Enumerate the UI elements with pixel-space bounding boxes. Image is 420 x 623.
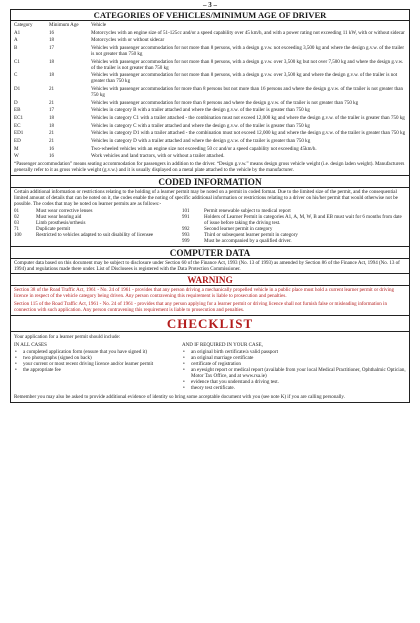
category-code: D1 — [14, 85, 21, 92]
code-text: Limb prosthesis/orthesis — [36, 220, 86, 227]
category-min-age: 18 — [49, 72, 55, 79]
category-vehicle-desc: Vehicles in category D1 with a trailer attached - the combination must not exceed 12,000 kg and where the design g.v.w. of the trailer is greater than 750 kg — [91, 130, 406, 137]
category-row — [11, 153, 409, 161]
checklist-right-heading: AND IF REQUIRED IN YOUR CASE, — [182, 341, 263, 348]
header-category: Category — [14, 22, 33, 28]
checklist-footer: Remember you may also be asked to provide additional evidence of identity so bring some acceptable document with you (see note K) if you are calling personally. — [14, 394, 345, 401]
code-item — [182, 238, 406, 244]
checklist-body — [11, 332, 409, 402]
code-text: Second learner permit in category — [204, 226, 273, 233]
category-code: A1 — [14, 29, 21, 36]
category-min-age: 18 — [49, 114, 55, 121]
checklist-item: • evidence that you understand a driving test. — [182, 379, 406, 385]
code-number: 02 — [14, 214, 20, 221]
category-code: ED — [14, 137, 21, 144]
category-min-age: 21 — [49, 99, 55, 106]
category-code: EC1 — [14, 114, 23, 121]
category-min-age: 16 — [49, 29, 55, 36]
category-row — [11, 72, 409, 86]
checklist-item: • a completed application form (ensure that you have signed it) — [14, 349, 182, 355]
category-code: C — [14, 72, 18, 79]
code-text: Must wear corrective lenses — [36, 208, 93, 215]
category-code: W — [14, 153, 19, 160]
codes-right-column — [182, 208, 406, 244]
coded-title: CODED INFORMATION — [11, 176, 409, 188]
category-code: EC — [14, 122, 21, 129]
code-text: Must be accompanied by a qualified driver. — [204, 238, 292, 245]
computer-section — [10, 247, 410, 274]
categories-header-row — [11, 21, 409, 30]
code-number: 991 — [182, 214, 190, 221]
code-item — [14, 232, 182, 238]
category-min-age: 18 — [49, 58, 55, 65]
checklist-item: • your current or most recent driving licence and/or learner permit — [14, 361, 182, 367]
warning-paragraph-2: Section 115 of the Road Traffic Act, 1961 - No. 24 of 1961 - provides that any person applying for a learner permit or driving licence shall not furnish false or misleading information in connection with such application. Any person contravening this requirement is liable to prosecution and penalties. — [14, 300, 387, 313]
coded-intro: Certain additional information or restrictions relating to the holding of a learner permit may be noted on a permit in coded format. Due to the limited size of the permit, and the consequential limited amount of details that can be noted on it, the codes enable the noting of specific additional information or restrictions relating to a driver on his/her permit that would otherwise not be possible. The codes that may be noted on learner permits are as follows:- — [14, 188, 398, 207]
page-number: – 3 – — [203, 1, 217, 9]
category-vehicle-desc: Two-wheeled vehicles with an engine size not exceeding 50 cc and/or a speed capability not exceeding 45km/h. — [91, 145, 317, 152]
checklist-item: • an original marriage certificate — [182, 355, 406, 361]
coded-section — [10, 176, 410, 247]
category-vehicle-desc: Vehicles in category B with a trailer attached and where the design g.v.w. of the trailer is greater than 750 kg — [91, 107, 310, 114]
computer-title: COMPUTER DATA — [11, 247, 409, 259]
warning-title: WARNING — [11, 274, 409, 286]
category-code: ED1 — [14, 130, 24, 137]
category-vehicle-desc: Motorcycles with or without sidecar — [91, 37, 165, 44]
category-min-age: 18 — [49, 122, 55, 129]
category-vehicle-desc: Vehicles in category D with a trailer attached and where the design g.v.w. of the trailer is greater than 750 kg — [91, 137, 311, 144]
checklist-item: • an eyesight report or medical report (available from your local Medical Practitioner, Ophthalmic Optician, Motor Tax Office, and at www.rsa.ie) — [182, 367, 406, 379]
code-number: 101 — [182, 208, 190, 215]
categories-title: CATEGORIES OF VEHICLES/MINIMUM AGE OF DRIVER — [11, 10, 409, 21]
checklist-left-heading: IN ALL CASES — [14, 341, 47, 348]
category-min-age: 16 — [49, 145, 55, 152]
computer-text: Computer data based on this document may be subject to disclosure under Section 60 of the Finance Act, 1993 (No. 13 of 1993) as amended by Section 86 of the Finance Act, 1994 (No. 13 of 1994) and regulations made there under. List of Disclosees is registered with the Data Protection Commissioner. — [14, 260, 400, 273]
code-number: 100 — [14, 232, 22, 239]
category-vehicle-desc: Vehicles in category C with a trailer attached and where the design g.v.w. of the trailer is greater than 750 kg — [91, 122, 310, 129]
category-min-age: 18 — [49, 37, 55, 44]
category-min-age: 17 — [49, 107, 55, 114]
checklist-right-list — [182, 349, 406, 391]
category-vehicle-desc: Vehicles with passenger accommodation for more than 8 persons and where the design g.v.w. of the trailer is not greater than 750 kg — [91, 99, 359, 106]
category-code: EB — [14, 107, 21, 114]
category-row — [11, 130, 409, 138]
category-vehicle-desc: Vehicles with passenger accommodation for not more than 8 persons, with a design g.v.w. over 3,500 kg and where the design g.v.w. of the trailer is not greater than 750 kg — [91, 72, 398, 85]
category-vehicle-desc: Work vehicles and land tractors, with or without a trailer attached. — [91, 153, 225, 160]
code-text: Holders of Learner Permit in categories A1, A, M, W, B and EB must wait for 6 months from date of issue before taking the driving test. — [204, 214, 402, 227]
category-row — [11, 45, 409, 59]
code-number: 999 — [182, 238, 190, 245]
category-vehicle-desc: Vehicles with passenger accommodation for more than 8 persons but not more than 16 persons and where the design g.v.w. of the trailer is not greater than 750 kg — [91, 85, 404, 99]
code-number: 993 — [182, 232, 190, 239]
category-row — [11, 115, 409, 123]
category-row — [11, 30, 409, 38]
checklist-left-list — [14, 349, 182, 373]
checklist-columns — [14, 342, 406, 391]
categories-note: “Passenger accommodation” means seating accommodation for passengers in addition to the driver. “Design g.v.w.” means design gross vehicle weight (i.e. design laden weight). Manufacturers generally refer to it as gross vehicle weight (g.v.w.) and it is usually displayed on a metal plate attached to the vehicle by the manufacturer. — [14, 160, 405, 173]
category-min-age: 17 — [49, 44, 55, 51]
category-code: A — [14, 37, 18, 44]
checklist-title: CHECKLIST — [11, 316, 409, 332]
code-number: 03 — [14, 220, 20, 227]
category-min-age: 21 — [49, 130, 55, 137]
category-vehicle-desc: Vehicles in category C1 with a trailer attached - the combination must not exceed 12,000 kg and where the design g.v.w. of the trailer is greater than 750 kg — [91, 114, 405, 121]
checklist-right-column — [182, 342, 406, 391]
checklist-item: • the appropriate fee — [14, 367, 182, 373]
category-row — [11, 59, 409, 73]
codes-list — [11, 208, 409, 246]
code-number: 01 — [14, 208, 20, 215]
code-text: Restricted to vehicles adapted to suit disability of licensee — [36, 232, 154, 239]
checklist-item: • certificate of registration — [182, 361, 406, 367]
category-min-age: 16 — [49, 153, 55, 160]
category-row — [11, 107, 409, 115]
categories-table — [11, 21, 409, 161]
header-vehicle: Vehicle — [91, 22, 107, 28]
category-row — [11, 138, 409, 146]
checklist-intro: Your application for a learner permit should include: — [14, 333, 121, 340]
warning-body — [11, 286, 409, 314]
category-min-age: 21 — [49, 85, 55, 92]
code-text: Third or subsequent learner permit in category — [204, 232, 298, 239]
code-text: Permit renewable subject to medical report — [204, 208, 291, 215]
category-code: M — [14, 145, 19, 152]
category-vehicle-desc: Vehicles with passenger accommodation for not more than 8 persons, with a design g.v.w. over 3,500 kg but not over 7,500 kg and where the design g.v.w. of the trailer is not greater than 750 kg — [91, 58, 404, 71]
category-min-age: 21 — [49, 137, 55, 144]
warning-section — [10, 274, 410, 315]
category-row — [11, 86, 409, 100]
checklist-left-column — [14, 342, 182, 391]
checklist-item: • two photographs (signed on back) — [14, 355, 182, 361]
checklist-section — [10, 316, 410, 403]
category-row — [11, 146, 409, 154]
checklist-item: • an original birth certificate/a valid passport — [182, 349, 406, 355]
category-vehicle-desc: Vehicles with passenger accommodation for not more than 8 persons, with a design g.v.w. not exceeding 3,500 kg and where the design g.v.w. of the trailer is not greater than 750 kg — [91, 44, 405, 57]
category-row — [11, 37, 409, 45]
code-text: Duplicate permit — [36, 226, 71, 233]
warning-paragraph-1: Section 38 of the Road Traffic Act, 1961 - No. 24 of 1961 - provides that any person driving a mechanically propelled vehicle in a public place must hold a current learner permit or driving licence in respect of the vehicle category being driven. Any person contravening this requirement is liable to prosecution and penalties. — [14, 287, 395, 300]
code-number: 992 — [182, 226, 190, 233]
checklist-item: • theory test certificate. — [182, 385, 406, 391]
categories-section — [10, 9, 410, 176]
header-age: Minimum Age — [49, 22, 79, 28]
code-item — [182, 214, 406, 226]
codes-left-column — [14, 208, 182, 244]
code-number: 71 — [14, 226, 20, 233]
category-code: B — [14, 44, 18, 51]
category-vehicle-desc: Motorcycles with an engine size of 51-125cc and/or a speed capability over 45 km/h, and with a power rating not exceeding 11 kW, with or without sidecar — [91, 29, 405, 36]
code-text: Must wear hearing aid — [36, 214, 82, 221]
category-code: D — [14, 99, 18, 106]
category-code: C1 — [14, 58, 20, 65]
